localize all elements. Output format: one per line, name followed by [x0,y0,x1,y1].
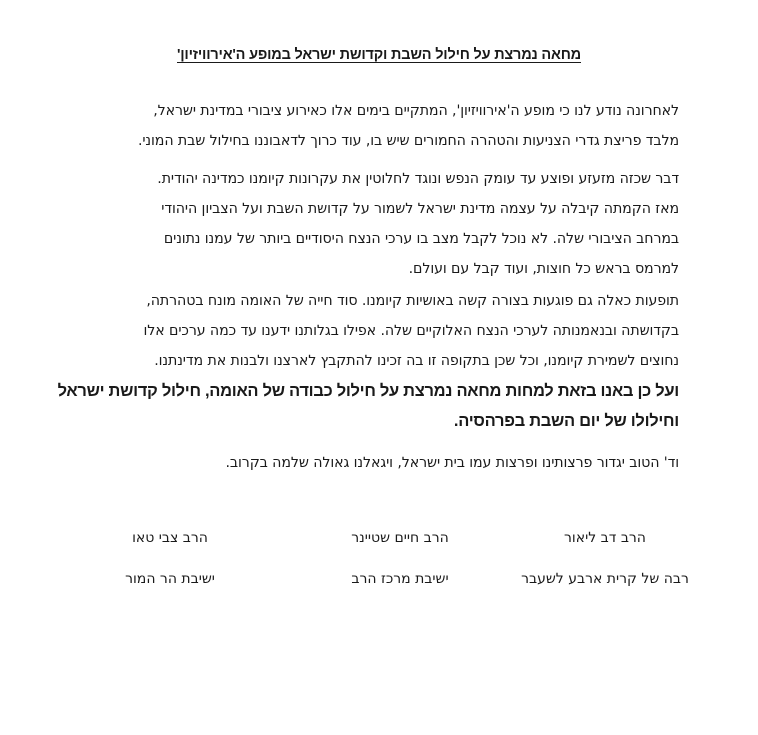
paragraph-line: בקדושתה ובנאמנותה לערכי הנצח האלוקיים שלה. אפילו בגלותנו ידענו עד כמה ערכים אלו [143,323,679,339]
document-title: מחאה נמרצת על חילול השבת וקדושת ישראל במופע ה'אירוויזיון' [177,47,581,63]
signatory-name: הרב חיים שטיינר [351,530,449,546]
paragraph-line: וד' הטוב יגדור פרצותינו ופרצות עמו בית ישראל, ויגאלנו גאולה שלמה בקרוב. [225,455,679,471]
paragraph-line: לאחרונה נודע לנו כי מופע ה'אירוויזיון', המתקיים בימים אלו כאירוע ציבורי במדינת ישראל, [153,103,679,119]
paragraph-line: למרמס בראש כל חוצות, ועוד קבל עם ועולם. [408,261,679,277]
paragraph-national-values [59,286,679,376]
paragraph-line: דבר שכזה מזעזע ופוצע עד עומק הנפש ונוגד לחלוטין את עקרונות קיומנו כמדינה יהודית. [157,171,679,187]
paragraph-protest-statement [59,376,679,436]
signatory-affiliation: רבה של קרית ארבע לשעבר [521,571,689,587]
paragraph-intro [59,96,679,156]
paragraph-line: מלבד פריצת גדרי הצניעות והטהרה החמורים שיש בו, עוד כרוך לדאבוננו בחילול שבת המוני. [137,133,679,149]
paragraph-line: במרחב הציבורי שלה. לא נוכל לקבל מצב בו ערכי הנצח היסודיים ביותר של עמנו נתונים [163,231,679,247]
signature [290,528,510,589]
paragraph-line: תופעות כאלה גם פוגעות בצורה קשה באושיות קיומנו. סוד חייה של האומה מונח בטהרתה, [146,293,679,309]
signature [60,528,280,589]
signatory-name: הרב צבי טאו [132,530,208,546]
paragraph-line: ועל כן באנו בזאת למחות מחאה נמרצת על חילול כבודה של האומה, חילול קדושת ישראל [57,382,679,400]
paragraph-line: נחוצים לשמירת קיומנו, וכל שכן בתקופה זו בה זכינו להתקבץ לארצנו ולבנות את מדינתנו. [154,353,679,369]
paragraph-shabbat-principle [59,164,679,284]
paragraph-line: מאז הקמתה קיבלה על עצמה מדינת ישראל לשמור על קדושת השבת ועל הצביון היהודי [161,201,679,217]
signatory-affiliation: ישיבת הר המור [125,571,215,587]
signature [495,528,715,589]
paragraph-line: וחילולו של יום השבת בפרהסיה. [453,412,679,430]
paragraph-closing-blessing [59,448,679,478]
signatory-affiliation: ישיבת מרכז הרב [351,571,449,587]
signatory-name: הרב דב ליאור [564,530,646,546]
